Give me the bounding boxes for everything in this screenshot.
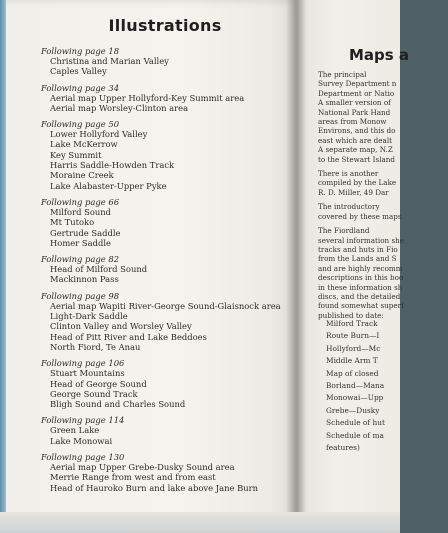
text-line: discs, and the detailed [318, 291, 401, 301]
text-line: A smaller version of [318, 98, 391, 108]
illustration-item: Merrie Range from west and from east [50, 472, 216, 483]
text-line: in these information sh [318, 282, 403, 292]
text-line: There is another [318, 169, 379, 179]
illustration-item: Lower Hollyford Valley [50, 129, 148, 140]
illustration-section [41, 83, 291, 114]
section-heading: Following page 34 [41, 82, 120, 93]
illustration-section [41, 358, 291, 409]
text-line: east which are dealt [318, 135, 393, 145]
illustration-section [41, 119, 291, 191]
right-page-title: Maps a [349, 46, 410, 64]
text-line: published to date: [318, 310, 384, 320]
map-list-item: Milford Track [326, 319, 378, 328]
illustration-item: Head of Pitt River and Lake Beddoes [50, 331, 207, 342]
illustration-item: Homer Saddle [50, 237, 111, 248]
right-page [296, 0, 410, 533]
page-bottom-edge [0, 512, 400, 533]
map-list-item: Middle Arm T [326, 356, 378, 366]
section-heading: Following page 82 [41, 254, 120, 265]
map-list-item: Route Burn—I [326, 331, 380, 341]
illustration-item: Lake McKerrow [50, 139, 118, 150]
illustration-item: Mackinnon Pass [50, 274, 119, 285]
illustration-item: Lake Monowai [50, 435, 113, 446]
illustration-item: Head of Milford Sound [50, 264, 148, 275]
map-list-item: Hollyford—Mc [326, 343, 381, 353]
illustration-item: Milford Sound [50, 206, 112, 217]
section-heading: Following page 106 [41, 358, 125, 369]
illustration-section [41, 46, 291, 77]
illustration-item: Aerial map Worsley-Clinton area [50, 102, 189, 113]
illustration-item: Aerial map Wapiti River-George Sound-Glaisnock area [50, 300, 281, 311]
text-line: several information she [318, 235, 405, 245]
text-line: The Fiordland [318, 226, 370, 236]
illustration-item: Harris Saddle-Howden Track [50, 160, 175, 171]
illustration-item: Bligh Sound and Charles Sound [50, 399, 186, 410]
text-line: compiled by the Lake [318, 178, 397, 188]
map-list-item: features) [326, 443, 360, 453]
illustration-item: Aerial map Upper Grebe-Dusky Sound area [50, 462, 235, 473]
section-heading: Following page 50 [41, 119, 120, 130]
illustration-item: Gertrude Saddle [50, 227, 121, 238]
right-page-text [318, 70, 448, 320]
text-line: National Park Hand [318, 107, 391, 117]
illustration-item: Green Lake [50, 425, 100, 436]
map-list-item: Borland—Mana [326, 381, 385, 391]
text-line: The introductory [318, 202, 380, 212]
illustration-item: Stuart Mountains [50, 368, 125, 379]
section-heading: Following page 98 [41, 290, 120, 301]
illustration-item: Light-Dark Saddle [50, 311, 128, 322]
text-line: from the Lands and S [318, 254, 397, 264]
illustration-item: George Sound Track [50, 388, 138, 399]
illustration-item: North Fiord, Te Anau [50, 341, 141, 352]
text-line: The principal [318, 70, 367, 79]
text-line: tracks and huts in Fio [318, 244, 398, 254]
text-line: descriptions in this boo [318, 273, 404, 283]
illustration-section [41, 415, 291, 446]
text-line: A separate map, N.Z [318, 145, 393, 155]
illustration-item: Key Summit [50, 149, 102, 160]
map-list-item: Schedule of hut [326, 418, 385, 428]
section-heading: Following page 130 [41, 452, 125, 463]
illustration-section [41, 452, 291, 493]
map-list-item: Monowai—Upp [326, 393, 384, 403]
text-line: Survey Department n [318, 79, 397, 89]
illustration-item: Lake Alabaster-Upper Pyke [50, 180, 167, 191]
illustration-item: Moraine Creek [50, 170, 114, 181]
page-edge [0, 0, 6, 533]
book-gutter [286, 0, 306, 533]
text-line: R. D. Miller, 49 Dar [318, 187, 389, 197]
section-heading: Following page 66 [41, 196, 120, 207]
text-line: Environs, and this do [318, 126, 396, 136]
illustration-item: Clinton Valley and Worsley Valley [50, 321, 192, 332]
section-heading: Following page 18 [41, 46, 120, 56]
text-line: and are highly recomm [318, 263, 403, 273]
text-line: to the Stewart Island [318, 154, 396, 164]
illustration-item: Christina and Marian Valley [50, 56, 169, 66]
text-line: areas from Monow [318, 117, 387, 127]
section-heading: Following page 114 [41, 415, 125, 426]
illustrations-list [41, 46, 291, 499]
illustration-section [41, 254, 291, 285]
text-line: found somewhat superf [318, 301, 404, 311]
illustration-item: Caples Valley [50, 66, 107, 77]
illustration-item: Head of George Sound [50, 378, 147, 389]
illustration-item: Mt Tutoko [50, 217, 95, 228]
page-title: Illustrations [108, 16, 222, 35]
map-list-item: Map of closed [326, 368, 379, 378]
text-line: covered by these maps. [318, 211, 404, 221]
right-page-list [326, 318, 436, 454]
text-line: Department or Natio [318, 88, 395, 98]
map-list-item: Grebe—Dusky [326, 405, 380, 415]
illustration-item: Head of Hauroko Burn and lake above Jane Burn [50, 482, 259, 493]
map-list-item: Schedule of ma [326, 430, 384, 440]
illustration-section [41, 291, 291, 352]
illustration-section [41, 197, 291, 248]
illustration-item: Aerial map Upper Hollyford-Key Summit area [50, 92, 245, 103]
